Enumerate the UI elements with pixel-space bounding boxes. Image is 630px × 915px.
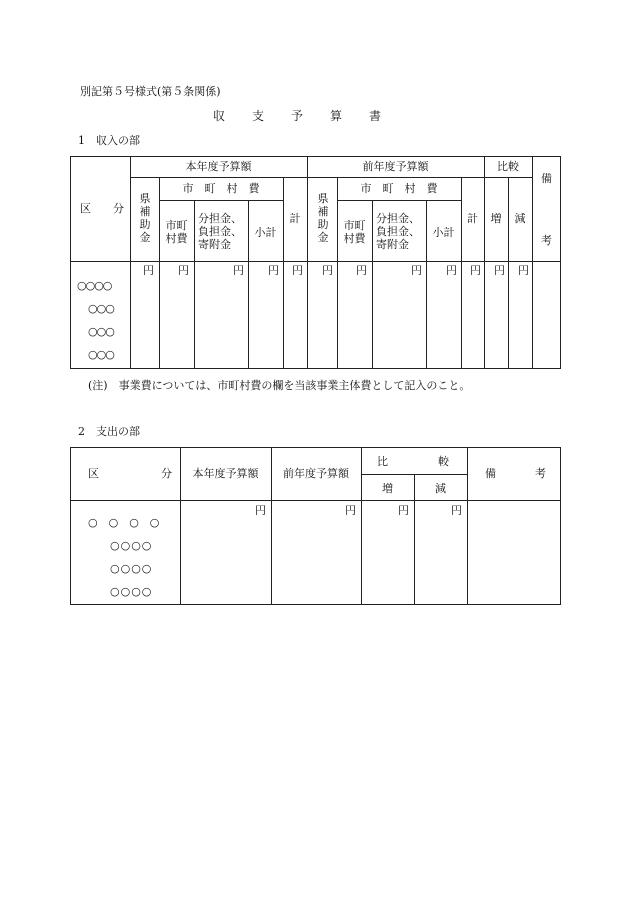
remarks-header-top: 備 <box>541 172 552 185</box>
yen-mark: 円 <box>268 264 279 277</box>
city-cost-header-prev: 市町 村費 <box>343 219 366 245</box>
yen-mark: 円 <box>470 264 481 277</box>
expense-item: ○○○○ <box>110 539 153 552</box>
shares-header-prev: 分担金、 負担金、 寄附金 <box>376 212 420 251</box>
expense-item: ○ ○ ○ ○ <box>88 516 160 529</box>
yen-mark: 円 <box>292 264 303 277</box>
prev-year-budget-header: 前年度予算額 <box>283 467 349 480</box>
income-table <box>70 156 561 369</box>
total-header: 計 <box>289 212 301 225</box>
shares-header: 分担金、 負担金、 寄附金 <box>198 212 242 251</box>
remarks-left: 備 <box>485 467 496 480</box>
comparison-right: 較 <box>438 455 449 468</box>
expense-item: ○○○○ <box>110 585 153 598</box>
comparison-left: 比 <box>377 455 388 468</box>
income-item: ○○○ <box>88 302 114 315</box>
this-year-budget-header: 本年度予算額 <box>185 160 252 173</box>
yen-mark: 円 <box>322 264 333 277</box>
pref-subsidy-header: 県補助金 <box>139 192 151 244</box>
income-item: ○○○ <box>88 325 114 338</box>
total-header-prev: 計 <box>467 212 478 225</box>
document-title: 収 支 予 算 書 <box>213 109 383 123</box>
this-year-budget-header: 本年度予算額 <box>192 467 259 480</box>
decrease-header: 減 <box>435 482 446 495</box>
yen-mark: 円 <box>233 264 244 277</box>
yen-mark: 円 <box>255 504 266 517</box>
yen-mark: 円 <box>398 504 409 517</box>
remarks-header-bottom: 考 <box>541 234 552 247</box>
section1-heading: 1 収入の部 <box>78 134 140 147</box>
income-item: ○○○○ <box>77 279 112 292</box>
kubun-label: 区 分 <box>80 202 124 215</box>
municipal-cost-header-prev: 市 町 村 費 <box>360 182 438 195</box>
yen-mark: 円 <box>446 264 457 277</box>
section2-heading: 2 支出の部 <box>78 425 140 438</box>
form-number: 別記第５号様式(第５条関係) <box>80 85 221 98</box>
remarks-right: 考 <box>535 467 546 480</box>
income-note: (注) 事業費については、市町村費の欄を当該事業主体費として記入のこと。 <box>88 379 471 392</box>
decrease-header: 減 <box>514 212 526 225</box>
yen-mark: 円 <box>345 504 356 517</box>
city-cost-header: 市町 村費 <box>165 219 188 245</box>
yen-mark: 円 <box>178 264 189 277</box>
subtotal-header: 小計 <box>254 226 277 239</box>
pref-subsidy-header-prev: 県補助金 <box>317 192 329 244</box>
municipal-cost-header: 市 町 村 費 <box>182 182 260 195</box>
prev-year-budget-header: 前年度予算額 <box>362 160 429 173</box>
kubun-left: 区 <box>88 467 99 480</box>
increase-header: 増 <box>382 482 393 495</box>
yen-mark: 円 <box>143 264 154 277</box>
yen-mark: 円 <box>518 264 529 277</box>
yen-mark: 円 <box>411 264 422 277</box>
increase-header: 増 <box>490 212 502 225</box>
subtotal-header-prev: 小計 <box>432 226 455 239</box>
yen-mark: 円 <box>356 264 367 277</box>
yen-mark: 円 <box>451 504 462 517</box>
expense-item: ○○○○ <box>110 562 153 575</box>
kubun-right: 分 <box>161 467 172 480</box>
yen-mark: 円 <box>494 264 505 277</box>
income-item: ○○○ <box>88 348 114 361</box>
comparison-header: 比較 <box>497 160 519 173</box>
